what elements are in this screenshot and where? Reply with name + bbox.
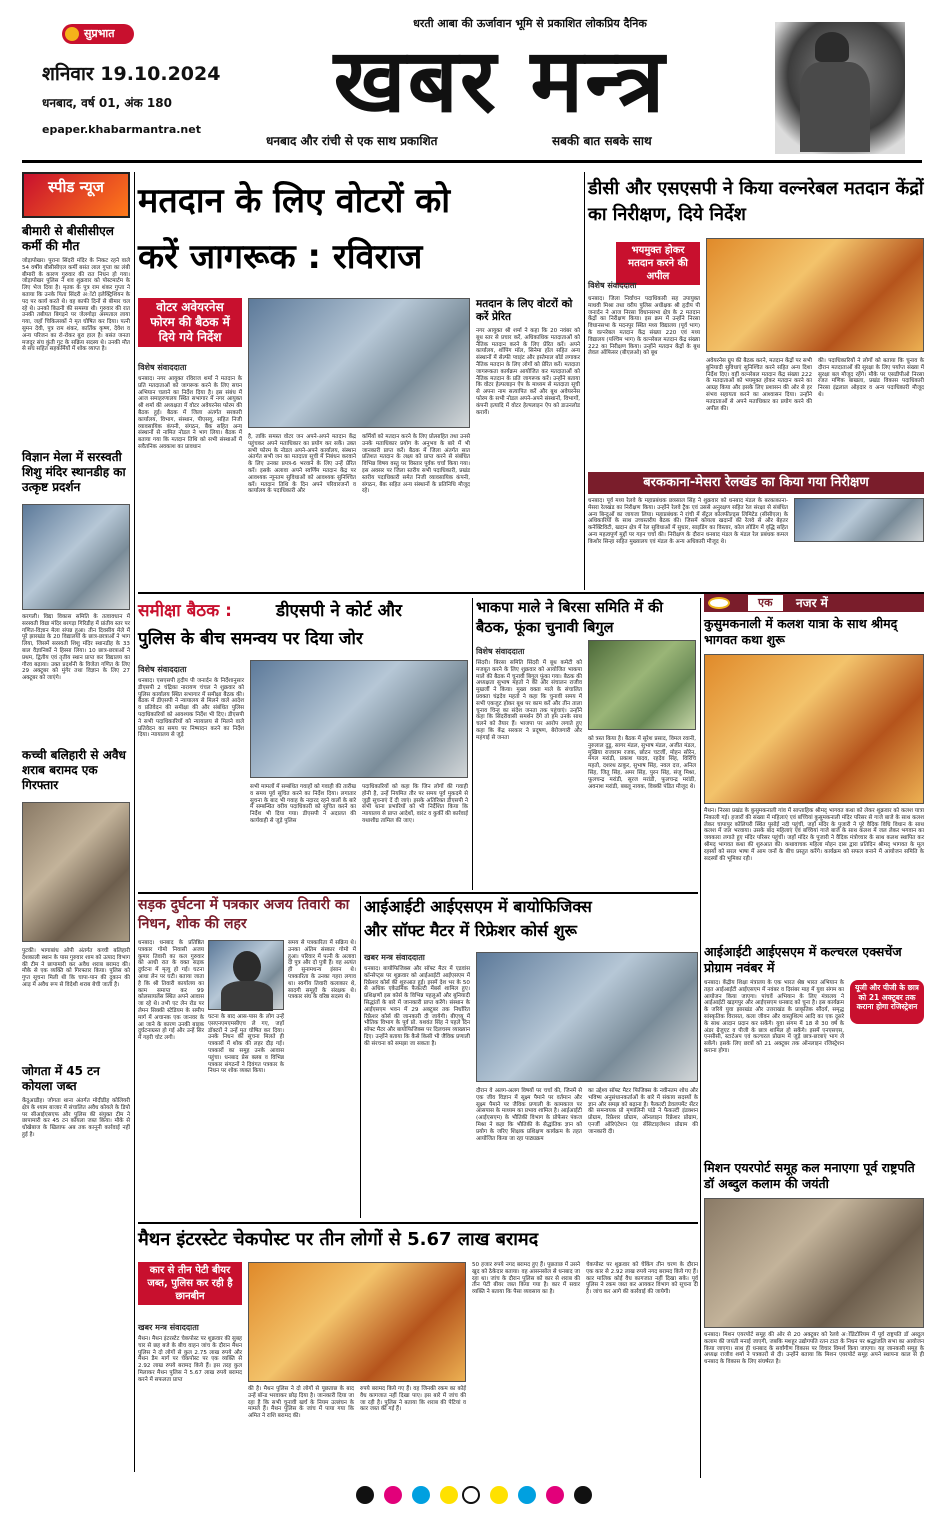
left-story-3-body: पुटकी। भागाबांध ओपी अंतर्गत कच्ची बलिहारी देशकाली स्थान के पास गुरुवार शाम को उत्पाद विभाग की टीम ने छापामारी कर अवैध शराब बरामद की। मौके से एक व्यक्ति को गिरफ्तार किया। पुलिस को गुप्त सूचना मिली थी कि चापा-पान की दुकान की आड़ में अवैध रूप से विदेशी शराब बेची जाती है। <box>22 948 130 988</box>
right-top-col-3: की। पदाधिकारियों ने लोगों को बताया कि चुनाव के दौरान मतदाताओं की सुरक्षा के लिए पर्याप्त संख्या में सुरक्षा बल मौजूद रहेंगे। मौके पर एसडीपीओ निरसा रजत मणिक बाखला, प्रखंड विकास पदाधिकारी निरसा इंद्रलाल ओहदार व अन्य पदाधिकारी मौजूद थे। <box>818 358 924 398</box>
lead-kicker: वोटर अवेयरनेस फोरम की बैठक में दिये गये निर्देश <box>138 298 242 347</box>
nazar-eye-icon <box>708 597 730 609</box>
lead-story <box>138 172 580 588</box>
left-story-1-head: बीमारी से बीसीसीएल कर्मी की मौत <box>22 224 114 253</box>
nazar-label-text: नजर में <box>796 596 828 610</box>
masthead-rule <box>22 160 922 163</box>
epaper-link[interactable]: epaper.khabarmantra.net <box>42 123 201 136</box>
left-story-4-head: जोगता में 45 टन कोयला जब्त <box>22 1064 100 1093</box>
masthead <box>0 0 945 160</box>
voter-forum-meeting-photo <box>248 298 470 428</box>
registration-deadline-badge: यूजी और पीजी के छात्र को 21 अक्टूबर तक कराना होगा रजिस्ट्रेशन <box>850 980 924 1024</box>
iit-story <box>364 896 698 1218</box>
registration-crosshair-mark <box>462 1486 480 1504</box>
review-headline-red: समीक्षा बैठक : <box>138 601 232 621</box>
left-column-divider <box>134 172 135 1472</box>
right-top-headline: डीसी और एसएसपी ने किया वल्नरेबल मतदान केंद्रों का निरीक्षण, दिये निर्देश <box>588 178 924 225</box>
cpi-meeting-photo <box>588 640 696 730</box>
lead-col-3: कर्मियों को मतदान करने के लिए प्रोत्साहित तथा उनसे उनके मताधिकार प्रयोग के अनुभव के बारे में भी जानकारी प्राप्त करें। बैठक में जिला अंतर्गत सात प्रतिशत मतदान के लक्ष्य को प्राप्त करने से संबंधित विभिन्न विषय वस्तु पर विस्तार पूर्वक चर्चा किया गया। इस अवसर पर जिला स्तरीय सभी पदाधिकारी, प्रखंड स्तरीय पदाधिकारी समेत निजी व्यावसायिक कंपनी, संगठन, बैंक सहित अन्य संस्थानों के प्रतिनिधि मौजूद रहे। <box>362 434 470 495</box>
lead-col-1: धनबाद। नगर आयुक्त रविराज शर्मा ने मतदान के प्रति मतदाताओं को जागरूक करने के लिए सघन अभियान चलाने का निर्देश दिया है। इस संबंध में आज समाहरणालय स्थित सभागार में नगर आयुक्त श्री शर्मा की अध्यक्षता में वोटर अवेयरनेस फोरम की बैठक हुई। बैठक में जिला अंतर्गत सरकारी कार्यालय, विभाग, संस्थान, पीएसयू, सहित निजी व्यावसायिक कंपनी, संगठन, बैंक सहित अन्य संस्थानों से नामित नोडल ने भाग लिया। बैठक में बताया गया कि मतदान तिथि को सभी संस्थाओं में सवैतनिक अवकाश का प्रावधान <box>138 376 242 450</box>
nazar-label-bar <box>704 594 924 612</box>
review-headline-line-1: डीएसपी ने कोर्ट और <box>276 601 403 621</box>
review-meeting-photo <box>250 660 468 778</box>
review-col-2: सभी मामलों में सम्बंधित गवाहों को गवाही की तारीख व समय पूर्व सूचित करने का निर्देश दिया। लगातार सूचना के बाद भी गवाह के नदारद रहने वालों के बारे में सम्बन्धित वरीय पदाधिकारी को सूचित करने का निर्देश भी दिया गया। डीएसपी ने अदालत की कार्यवाही से जुड़े पुलिस <box>250 784 356 824</box>
left-story-2-body: करगली। विद्या विकास समिति के तत्वावधान में सरस्वती विद्या मंदिर बरगड़ा गिरिडीह में प्रांतीय स्तर पर गणित-विज्ञान मेला संपन्न हुआ। तीन दिवसीय मेले में पूरे झारखंड के 20 विद्यालयों के छात्र-छात्राओं ने भाग लिया, जिसमें सरस्वती शिशु मंदिर स्थानडीह के 33 बाल वैज्ञानिकों ने हिस्सा लिया। 10 छात्र-छात्राओं ने प्रथम, द्वितीय एवं तृतीय स्थान प्राप्त कर विद्यालय का गौरव बढ़ाया। उक्त प्रदर्शनी के विजेता गणित के लिए 29 अक्टूबर को मुंगेर तथा विज्ञान के लिए 27 अक्टूबर को जाएंगे। <box>22 614 130 682</box>
iit-col-2: दौरान वे अलग-अलग विषयों पर चर्चा की, जिनमें से एक जीव विज्ञान में सूक्ष्म पैमाने पर वर्तमान और सूक्ष्म पैमाने पर जैविक प्रणाली के कामकाज पर आसपास के माध्यम का प्रभाव शामिल है। आईआईटी (आईएसएम) के भौतिकी विभाग के प्रोफेसर पंकज मिश्रा ने कहा कि भौतिकी के सैद्धांतिक ज्ञान को प्रयोग के जरिए शिक्षक प्रशिक्षण कार्यक्रम के तहत आयोजित किया जा रहा पाठ्यक्रम <box>476 1088 582 1142</box>
iit-col-1: धनबाद। बायोफिजिक्स और सॉफ्ट मैटर में एडवांस कॉन्सेप्ट्स पर शुक्रवार को आईआईटी आईएसएम में रिफ्रेशर कोर्स की शुरुआत हुई। इसमें देश भर के 50 से अधिक एकेडमिक फैकल्टी मेंबर्स शामिल हुए। प्रशिक्षणों इस कोर्स के विभिन्न पहलुओं और बुनियादी सिद्धांतों के बारे में जानकारी प्राप्त करेंगे। संस्थान के आईएसएम भवन में 29 अक्टूबर तक निर्धारित रिफ्रेशर कोर्स की जानकारी दी जायेगी। बीएच्यू में भौतिक विभाग के पूर्व प्रो. यशवंत सिंह ने पहले दिन सॉफ्ट मैटर और बायोफिजिक्स पर दिलचस्प व्याख्यान दिए। उन्होंने बताया कि कैसे किसी भी जैविक प्रणाली की संरचना को समझा जा सकता है। <box>364 966 470 1047</box>
brand-badge: सुप्रभात <box>62 24 134 44</box>
review-col-3: पदाधिकारियों को कहा कि जिन लोगों की गवाही होनी है, उन्हें नियमित तौर पर समय पूर्व मुकदमे से जुड़ी सूचनाएं दें दी जाएं। इसके अतिरिक्त डीएसपी ने सभी थाना प्रभारियों को भी निर्देशित किया कि न्यायालय से प्राप्त आदेशों, वारंट व कुर्की की कार्रवाई यथाशीघ्र तामिल की जाए। <box>362 784 468 824</box>
accident-col-1: धनबाद। धनबाद के प्रतिष्ठित पत्रकार गोमो निवासी अजय कुमार तिवारी का कल गुरुवार को आधी रात के वक्त सड़क दुर्घटना में मृत्यु हो गई। घटना आधा लेन पर घटी। बताया जाता है कि श्री तिवारी कार्यालय का काम समाप्त कर 99 कोलसायलेंस स्थित अपने आवास जा रहे थे। तभी एट लेन रोड पर लेमन सिक्की स्टेडियम के समीप मार्ग में अचानक एक जानवर के आ जाने के कारण उनकी बाइक दुर्घटनाग्रस्त हो गई और उन्हें सिर में गहरी चोट लगी। <box>138 940 204 1042</box>
railway-inspection-photo <box>794 498 924 542</box>
barakakana-story <box>588 472 924 590</box>
nazar-story-1-body: मैथन। निरसा प्रखंड के कुसुमकनाली गांव में साप्ताहिक श्रीमद् भागवत कथा को लेकर शुक्रवार को कलश यात्रा निकाली गई। हजारों की संख्या में महिलाएं एवं बच्चियां कुसुमकनाली मंदिर परिसर से गाजे बाजे के साथ कलश लेकर चापापुर कोलियरी स्थित पुसोई नदी पहुंचीं, जहाँ मंदिर के पुजारी ने पूरे वैदिक विधि विधान के साथ कलश में जल भरवाया। उसके बाद महिलाएं एवं बच्चियां गाजे बाजे के साथ कलश में जल लेकर भगवान का जयकारा लगाते हुए मंदिर परिसर पहुंचीं। जहाँ मंदिर के पुजारी ने वैदिक मंत्रोच्चार के साथ कलश स्थापित कर श्रीमद् भागवत कथा की शुरुआत की। कथावाचक महिला मोहन दास द्वारा प्रतिदिन श्रीमद् भागवत के मूल रहस्यों को सरल भाषा में आम जनों के बीच प्रस्तुत करेंगे। कार्यक्रम को सफल बनाने में आयोजन समिति के सदस्यों की भूमिका रही। <box>704 808 924 862</box>
review-byline: विशेष संवाददाता <box>138 665 187 674</box>
registration-cyan-mark <box>412 1486 430 1504</box>
issue-edition: धनबाद, वर्ष 01, अंक 180 <box>42 96 172 110</box>
review-cpi-divider <box>472 598 473 890</box>
lower-section-rule <box>138 1222 698 1224</box>
maithon-col-4: 50 हजार रुपये नगद बरामद हुए हैं। पूछताछ में उसने खुद को ठेकेदार बताया। वह आसनसोल से धनबाद जा रहा था। जांच के दौरान पुलिस को कार से शराब की तीन पेटी बीयर जब्त किया गया है। कार में सवार व्यक्ति ने बताया कि पैसा व्यवसाय का है। <box>472 1262 580 1296</box>
iit-col-3: का उद्देश्य सॉफ्ट मैटर फिजिक्स के नवीनतम शोध और भविष्य अनुसंधानकर्ताओं के बारे में संकाय सदस्यों के ज्ञान और समझ को बढ़ाना है। फैकल्टी डेवलपमेंट सेंटर की समन्वयक प्रो मृणालिनी पांडे ने फैकल्टी इंडक्शन प्रोग्राम, रिफ्रेशर प्रोग्राम, ऑनलाइन रिफ्रेशर प्रोग्राम, एनर्जी ओरिएंटेशन एंड सेंसिटाइजेशन प्रोग्राम की जानकारी दी। <box>588 1088 698 1135</box>
lead-sidebar <box>476 298 580 586</box>
lead-right-divider <box>584 172 585 590</box>
barakakana-headline-bar <box>588 472 924 494</box>
nazar-story-2-body: धनबाद। केंद्रीय शिक्षा मंत्रालय के एक भारत श्रेष्ठ भारत अभियान के तहत आईआईटी आईएसएम में नवंबर व दिसंबर माह में युवा संगम का आयोजन किया जाएगा। पांचवें अभियान के लिए मंत्रालय ने आईआईटी खड़गपुर और आईएसएम धनबाद को चुना है। इस कार्यक्रम के जरिये युवा झारखंड और उत्तराखंड के प्राकृतिक सौंदर्य, समृद्ध सांस्कृतिक विरासत, कला जीवन और वास्तुशिल्प आदि का एक दूसरे के साथ आदान प्रदान कर सकेंगे। युवा संगम में 18 से 30 वर्ष के अंडर ग्रेजुएट व पीजी के छात्र शामिल हो सकेंगे। इसमें एनएसएस, एनसीसी, स्टार्टअप एवं कल्चरल प्रोग्राम में जुड़े छात्र-छात्राएं भाग ले सकेंगे। इसके लिए छात्रों को 21 अक्टूबर तक ऑनलाइन रजिस्ट्रेशन कराना होगा। <box>704 980 844 1054</box>
right-top-kicker: भयमुक्त होकर मतदान करने की अपील <box>616 242 700 285</box>
lead-headline-line-1: मतदान के लिए वोटरों को <box>138 181 451 221</box>
maithon-col-1: मैथन। मैथन इंटरस्टेट चेकपोस्ट पर शुक्रवार की सुबह चार से छह बजे के बीच वाहन जांच के दौरान मैथन पुलिस ने दो लोगों से कुल 2.75 लाख रुपये और मैथन डैम मार्ग पर चेकपोस्ट पर एक व्यक्ति से 2.92 लाख रुपये बरामद किये हैं। इस तरह कुल मिलाकर मैथन पुलिस ने 5.67 लाख रुपये बरामद करने में सफलता प्राप्त <box>138 1336 242 1383</box>
lead-sidebar-body: नगर आयुक्त श्री शर्मा ने कहा कि 20 नवंबर को बूथ स्तर से प्रचार करें, अधिकाधिक मतदाताओं को नैतिक मतदान करने के लिए प्रेरित करें। अपने कार्यालय, शॉपिंग मॉल, सिनेमा हॉल सहित अन्य संस्थानों में सेल्फी प्वाइंट और इस्तेमाल बॉर्ड लगाकर नैतिक मतदान के लिए लोगों को प्रेरित करें। मतदाता जागरूकता कार्यक्रम आयोजित कर मतदाताओं को नैतिक मतदान के प्रति जागरूक करें। उन्होंने बताया कि वोटर हेल्पलाइन ऐप के माध्यम से मतदाता सूची से अपना नाम सत्यापित करें और बूथ अवेयरनेस फोरम के सभी नोडल अपने-अपने संस्थानों, विभागों, कंपनी इत्यादि में वोटर हेल्पलाइन ऐप को डाउनलोड करायें। <box>476 328 580 416</box>
speed-news-badge: स्पीड न्यूज <box>22 172 130 218</box>
left-story-2-head: विज्ञान मेला में सरस्वती शिशु मंदिर स्थानडीह का उत्कृष्ट प्रदर्शन <box>22 450 126 494</box>
review-story <box>138 598 468 890</box>
right-top-col-2: अवेयरनेस ग्रुप की बैठक करने, मतदान केंद्रों पर सभी बुनियादी सुविधाएं सुनिश्चित करने सहित अन्य दिशा निर्देश दिए। वहीं वल्नरेबल मतदान केंद्र संख्या 222 के मतदाताओं को भयमुक्त होकर मतदान करने का आग्रह किया और इसके लिए प्रशासन की ओर से हर संभव सहायता करने का आश्वासन दिया। उन्होंने मतदाताओं से अपने मताधिकार का प्रयोग करने की अपील की। <box>706 358 812 412</box>
accident-iit-divider <box>360 896 361 1218</box>
iit-headline-line-2: और सॉफ्ट मैटर में रिफ्रेशर कोर्स शुरू <box>364 921 577 940</box>
nazar-story-1-head: कुसुमकनाली में कलश यात्रा के साथ श्रीमद् भागवत कथा शुरू <box>704 616 898 647</box>
nazar-story-3-body: धनबाद। मिशन एयरपोर्ट समूह की ओर से 20 अक्टूबर को रेलवे अॉडिटोरियम में पूर्व राष्ट्रपति डॉ अब्दुल कलाम की जयंती मनाई जाएगी, जबकि मशहूर उद्योगपति रतन टाटा के निधन पर श्रद्धांजलि सभा का आयोजन किया जाएगा। साथ ही धनबाद के सर्वांगीण विकास पर विचार विमर्श किया जाएगा। यह जानकारी समूह के अध्यक्ष राजीव शर्मा ने पत्रकारों से दी। उन्होंने बताया कि मिशन एयरपोर्ट समूह अपने स्थापना काल से ही धनबाद के विकास के लिए संघर्षरत है। <box>704 1332 924 1366</box>
refresher-course-photo <box>476 952 698 1082</box>
lead-byline: विशेष संवाददाता <box>138 363 187 372</box>
nazar-section <box>704 594 924 1478</box>
accident-story <box>138 896 356 1218</box>
accident-headline: सड़क दुर्घटना में पत्रकार अजय तिवारी का निधन, शोक की लहर <box>138 897 350 932</box>
miner-statue-image <box>775 22 905 154</box>
maithon-kicker: कार से तीन पेटी बीयर जब्त, पुलिस कर रही है छानबीन <box>138 1262 242 1305</box>
left-column <box>22 172 130 1492</box>
maithon-byline: खबर मन्त्र संवाददाता <box>138 1323 199 1332</box>
cpi-col-1: सिंदरी। बिरसा समिति सिंदरी में बूथ कमेटी को मजबूत करने के लिए शुक्रवार को आयोजित भाकपा माले की बैठक में चुनावी बिगुल फूंका गया। बैठक की अध्यक्षता सुभाष महतो ने की और संचालन राजीव मुखर्जी ने किया। मुख्य वक्ता माले के संचालित प्रवक्ता चंद्रदेव महतो ने कहा कि चुनावी समय में सभी एकजुट होकर बूथ पर काम करें और तीन ताला चुनाव चिन्ह का संदेश जनता तक पहुंचाएं। उन्होंने कहा कि सिंदरीवासी समर्थन देंगे तो हम उनके साथ चलने को तैयार हैं। भाजपा पर आरोप लगाते हुए कहा कि केंद्र सरकार ने प्रदूषण, बेरोजगारी और महंगाई से जनता <box>476 660 582 741</box>
liquor-seizure-photo <box>22 802 130 942</box>
polling-booth-inspection-photo <box>706 238 924 352</box>
sun-logo-icon <box>65 27 79 41</box>
right-top-col-1: धनबाद। जिला निर्वाचन पदाधिकारी सह उपायुक्त माधवी मिश्रा तथा वरीय पुलिस अधीक्षक श्री हृदीप पी जनार्दन ने आज निरसा विधानसभा क्षेत्र के 2 मतदान केंद्रों का निरीक्षण किया। इस क्रम में उन्होंने निरसा विधानसभा के मदनपुर स्थित मध्य विद्यालय (पूर्व भाग) के वल्नरेबल मतदान केंद्र संख्या 220 एवं मध्य विद्यालय (पश्चिम भाग) के वल्नरेबल मतदान केंद्र संख्या 222 का निरीक्षण किया। उन्होंने मतदान केंद्रों के बूथ लेवल ऑफिसर (बीएलओ) को बूथ <box>588 296 700 357</box>
lead-sidebar-head: मतदान के लिए वोटरों को करें प्रेरित <box>476 298 573 323</box>
right-top-byline: विशेष संवाददाता <box>588 281 637 290</box>
lead-col-2: है, ताकि समस्त वोटर जन अपने-अपने मतदान केंद्र पहुंचकर अपने मताधिकार का प्रयोग कर सकें। उक्त सभी फोरम के नोडल अपने-अपने कार्यालय, संस्थान अंतर्गत सभी जन का मतदाता सूची में निबंधन करवाने के लिए उनका प्रपत्र-6 भरवाने के लिए उन्हें प्रेरित करें। इसके अलावा अपने स्वर्णिम मतदान केंद्र पर आवश्यक न्यूनतम सुविधाओं को आवश्यक सुनिश्चित करें। मतदान तिथि के दिन अपने परिवारजनों व कार्यालय के पदाधिकारी और <box>248 434 356 495</box>
accident-col-2: समय से पत्रकारिता में सक्रिय थे। उनका अंतिम संस्कार गोमो में हुआ। परिवार में पत्नी के अलावा दो पुत्र और दो पुत्री हैं। वह अत्यंत ही सुनामधन्य इंसान थे। पत्रकारिता के उनका गहरा लगाव था। स्वर्गीय तिवारी कलाकार थे, सादगी समूहों के संरक्षक थे। पत्रकार संघ के वरिष्ठ सदस्य थे। <box>288 940 356 1001</box>
left-story-1-body: जोड़ापोखर। पुराना सिंदरी मंदिर के निकट रहने वाले 54 वर्षीय बीसीसीएल कर्मी बसंत लाल गुप्ता का लंबी बीमारी के कारण गुरुवार की रात निधन हो गया। जोड़ापोखर पुलिस ने शव शुक्रवार को पोस्टमार्टम के लिए भेज दिया है। मृतक के पुत्र राम शंकर गुप्ता ने बताया कि उनके पिता सिंदरी अॉटो इलेक्ट्रिशियन के पद पर कार्य करते थे। वह काफी दिनों से बीमार चल रहे थे। उनको किडनी की समस्या थी। गुरुवार की रात उनकी तबीयत बिगड़ने पर जेलगोड़ा अस्पताल लाया गया, जहाँ चिकित्सकों ने मृत घोषित कर दिया। पत्नी सुमन देवी, पुत्र राम शंकर, कार्तिक कृष्ण, देवेश व अन्य परिजन का रो-रोकर बुरा हाल है। बसंत जनता मजदूर संघ कुंती गुट के सक्रिय सदस्य थे। उनकी मौत से संघ सहित सहकर्मियों में शोक व्याप्त है। <box>22 258 130 353</box>
registration-magenta-mark-2 <box>546 1486 564 1504</box>
registration-yellow-mark <box>440 1486 458 1504</box>
nazar-story-3-head: मिशन एयरपोर्ट समूह कल मनाएगा पूर्व राष्ट्रपति डॉ अब्दुल कलाम की जयंती <box>704 1160 915 1191</box>
barakakana-body: धनबाद। पूर्व मध्य रेलवे के महाप्रबंधक छत्रसाल सिंह ने शुक्रवार को धनबाद मंडल के बरकाकाना-मेसरा रेलखंड का निरीक्षण किया। उन्होंने रेलवे ट्रैक एवं उससे अनुरक्षण सहित रेल संरक्षा से संबंधित अन्य बिन्दुओं का जायजा लिया। महाप्रबंधक ने रांची में सेंट्रल कोलफील्ड्स लिमिटेड (सीसीएल) के अधिकारियों के साथ उच्चस्तरीय बैठक की। जिसमें कोयला खदानों की रेलवे से और बेहतर कनेक्टिविटी, खदान क्षेत्र में रेल सुविधाओं में सुधार, साइडिंग का विस्तार, कोल लोडिंग में वृद्धि सहित अन्य महत्वपूर्ण मुद्दों पर गहन चर्चा की। निरीक्षण के दौरान धनबाद मंडल के मंडल रेल प्रबंधक कमल किशोर सिन्हा सहित मुख्यालय एवं मंडल के अन्य अधिकारी मौजूद थे। <box>588 498 788 545</box>
right-top-story <box>588 172 924 472</box>
registration-yellow-mark-2 <box>490 1486 508 1504</box>
masthead-slogan: सबकी बात सबके साथ <box>552 134 652 148</box>
journalist-portrait-photo <box>208 940 284 1010</box>
registration-cyan-mark-2 <box>518 1486 536 1504</box>
maithon-col-5: चेकपोस्ट पर शुक्रवार को चेकिंग तीन चरण के दौरान एक कार से 2.92 लाख रुपये नगद बरामद किये गए हैं। कार मालिक कोई वैध कागजात नहीं दिखा सके। पूर्व पुलिस ने रकम जब्त कर आयकर विभाग को सूचना दी है। जांच कर आगे की कार्रवाई की जायेगी। <box>586 1262 698 1296</box>
maithon-headline: मैथन इंटरस्टेट चेकपोस्ट पर तीन लोगों से 5.67 लाख बरामद <box>138 1229 539 1250</box>
cpi-headline: भाकपा माले ने बिरसा समिति में की बैठक, फूंका चुनावी बिगुल <box>476 600 664 636</box>
registration-magenta-mark <box>384 1486 402 1504</box>
left-story-4-body: केंदुआडीह। जोगता थाना अंतर्गत मोदीडीह कोलियरी क्षेत्र के श्याम बाजार में संचालित अवैध कोयले के डिपो पर सीआईएसएफ और पुलिस की संयुक्त टीम ने छापामारी कर 45 टन कोयला जब्त किया। मौके से धोखेबाज के खिलाफ अब तक कानूनी कार्रवाई नहीं हुई है। <box>22 1098 130 1138</box>
maithon-col-2: की है। मैथन पुलिस ने दो लोगों से पूछताछ के बाद उन्हें बॉन्ड भरवाकर छोड़ दिया है। जानकारी दिया जा रहा है कि सभी चुनावी खर्च के नियम उल्लंघन के मामले हैं। मैथन पुलिस के जांच में पाया गया कि अमित ने राशि बरामद की। <box>248 1386 354 1420</box>
review-headline-line-2: पुलिस के बीच समन्वय पर दिया जोर <box>138 629 363 649</box>
registration-black-mark <box>356 1486 374 1504</box>
registration-black-mark-2 <box>574 1486 592 1504</box>
cpi-col-2: को त्रस्त किया है। बैठक में सुरेश प्रसाद, विमल रवानी, नुरुलाल दुडू, सागर मंडल, सुभाष मंडल, अजीत मंडल, मुखिया राजाराम रजक, छोटन चटर्जी, मोहन सोरेन, मंगल मरांडी, प्रकाश यादव, रहदेव सिंह, विरिंचि महतो, दशरथ ठाकुर, सुभाष सिंह, नवल दत्त, अनिल सिंह, जितू सिंह, अमर सिंह, पुरन सिंह, संजू मिश्रा, फूलचन्द्र मरांडी, सूरज मरांडी, फूलचन्द्र मरांडी, अवनाश मरांडी, बबलू नायक, विक्की पंडित मौजूद थे। <box>588 736 696 790</box>
lead-headline-line-2: करें जागरूक : रविराज <box>138 237 423 277</box>
review-col-1: धनबाद। एसएसपी हृदीप पी जनार्दन के निर्देशानुसार डीएसपी 2 चंद्रिका नारायण चंचल ने शुक्रवार को पुलिस कार्यालय स्थित सभागार में समीक्षा बैठक की। बैठक में डीएसपी ने न्यायालय से मिलने वाले आदेश व प्रतिवेदन की समीक्षा की और संबंधित पुलिस पदाधिकारियों को आवश्यक निर्देश भी दिए। डीएसपी ने सभी पदाधिकारियों को न्यायालय से मिलने वाले प्रतिवेदन का समय पर निष्पादन करने का निर्देश दिया। न्यायालय से जुड़े <box>138 678 244 739</box>
cpi-byline: विशेष संवाददाता <box>476 647 525 656</box>
accident-col-3: घटना के बाद आस-पास के लोग उन्हें एसएनएमएमसीएच ले गए, जहाँ डॉक्टरों ने उन्हें मृत घोषित कर दिया। उनके निधन की सूचना मिलते ही पत्रकारों में शोक की लहर दौड़ गई। पत्रकारों का समूह उनके आवास पहुंचा। धनबाद प्रेस क्लब व विभिन्न पत्रकार संगठनों ने दिवंगत पत्रकार के निधन पर शोक व्यक्त किया। <box>208 1014 284 1075</box>
maithon-story <box>138 1226 698 1482</box>
middle-section-rule <box>138 892 698 894</box>
nazar-story-2-body-cont <box>704 1032 924 1152</box>
iit-byline: खबर मन्त्र संवाददाता <box>364 953 425 962</box>
masthead-subline: धनबाद और रांची से एक साथ प्रकाशित <box>266 134 438 148</box>
nazar-story-2-head: आईआईटी आईएसएम में कल्चरल एक्सचेंज प्रोग्राम नवंबर में <box>704 944 902 975</box>
newspaper-title: खबर मन्त्र <box>333 29 667 132</box>
footer-registration-strip <box>0 1484 945 1510</box>
left-story-3-head: कच्ची बलिहारी से अवैध शराब बरामद एक गिरफ्तार <box>22 748 126 792</box>
iit-headline-line-1: आईआईटी आईएसएम में बायोफिजिक्स <box>364 897 592 916</box>
kalash-yatra-photo <box>704 654 924 804</box>
cpi-story <box>476 598 696 890</box>
issue-date: शनिवार 19.10.2024 <box>42 63 221 85</box>
masthead-tagline: धरती आबा की ऊर्जावान भूमि से प्रकाशित लोकप्रिय दैनिक <box>413 17 647 30</box>
nazar-label-ek: एक <box>748 595 783 611</box>
checkpost-seizure-photo <box>248 1262 466 1382</box>
mission-airport-press-photo <box>704 1198 924 1328</box>
science-fair-photo <box>22 504 130 610</box>
cpi-nazar-divider <box>700 598 701 1478</box>
barakakana-headline: बरककाना-मेसरा रेलखंड का किया गया निरीक्षण <box>643 475 869 490</box>
maithon-col-3: रुपये बरामद किये गए हैं। वह जिनकी रकम का कोई वैध कागजात नहीं दिखा पाए। इस बारे में जांच की जा रही है। पुलिस ने बताया कि शराब की पेटियां व कार जब्त की गई हैं। <box>360 1386 466 1413</box>
